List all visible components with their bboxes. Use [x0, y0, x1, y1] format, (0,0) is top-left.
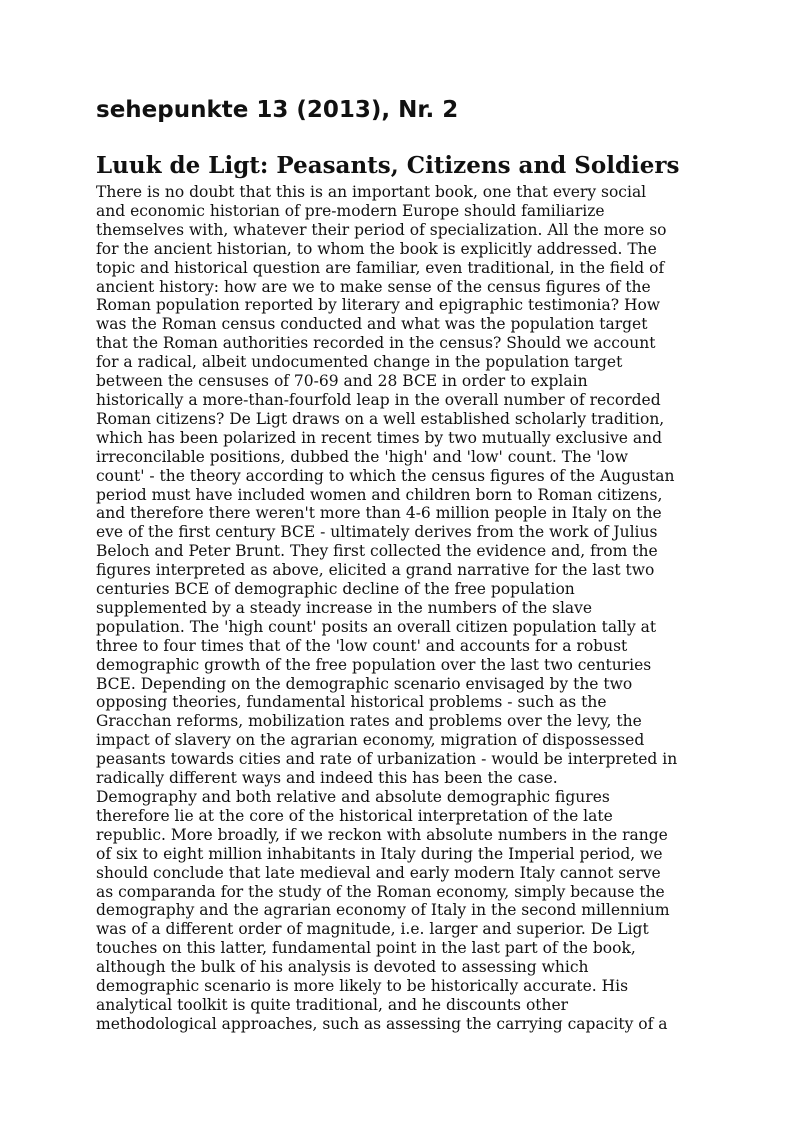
text-line: therefore lie at the core of the historical interpretation of the late	[96, 806, 613, 825]
text-line: which has been polarized in recent times by two mutually exclusive and	[96, 428, 663, 447]
text-line: demographic growth of the free population over the last two centuries	[96, 655, 652, 674]
text-line: population. The 'high count' posits an overall citizen population tally at	[96, 617, 657, 636]
text-line: period must have included women and children born to Roman citizens,	[96, 485, 663, 504]
text-line: for the ancient historian, to whom the book is explicitly addressed. The	[96, 239, 657, 258]
text-line: topic and historical question are familiar, even traditional, in the field of	[96, 258, 665, 277]
text-line: ancient history: how are we to make sense of the census figures of the	[96, 277, 651, 296]
review-title: Luuk de Ligt: Peasants, Citizens and Soldiers	[96, 152, 680, 179]
text-line: three to four times that of the 'low count' and accounts for a robust	[96, 636, 628, 655]
text-line: themselves with, whatever their period of specialization. All the more so	[96, 220, 667, 239]
text-line: was of a different order of magnitude, i.e. larger and superior. De Ligt	[96, 920, 649, 939]
text-line: BCE. Depending on the demographic scenario envisaged by the two	[96, 674, 633, 693]
text-line: touches on this latter, fundamental point in the last part of the book,	[96, 939, 636, 958]
text-line: analytical toolkit is quite traditional, and he discounts other	[96, 995, 569, 1014]
text-line: Roman population reported by literary and epigraphic testimonia? How	[96, 296, 661, 315]
body-text	[96, 183, 677, 1034]
text-line: radically different ways and indeed this has been the case.	[96, 769, 558, 788]
text-line: demography and the agrarian economy of Italy in the second millennium	[96, 901, 670, 920]
text-line: was the Roman census conducted and what was the population target	[96, 315, 648, 334]
text-line: for a radical, albeit undocumented change in the population target	[96, 353, 623, 372]
text-line: as comparanda for the study of the Roman economy, simply because the	[96, 882, 665, 901]
text-line: Roman citizens? De Ligt draws on a well established scholarly tradition,	[96, 409, 665, 428]
text-line: irreconcilable positions, dubbed the 'high' and 'low' count. The 'low	[96, 447, 628, 466]
text-line: between the censuses of 70-69 and 28 BCE in order to explain	[96, 372, 588, 391]
text-line: centuries BCE of demographic decline of the free population	[96, 580, 575, 599]
text-line: supplemented by a steady increase in the numbers of the slave	[96, 598, 593, 617]
text-line: eve of the first century BCE - ultimately derives from the work of Julius	[96, 523, 658, 542]
text-line: demographic scenario is more likely to be historically accurate. His	[96, 977, 629, 996]
text-line: should conclude that late medieval and early modern Italy cannot serve	[96, 863, 661, 882]
text-line: although the bulk of his analysis is devoted to assessing which	[96, 958, 589, 977]
text-line: opposing theories, fundamental historical problems - such as the	[96, 693, 607, 712]
text-line: Beloch and Peter Brunt. They first collected the evidence and, from the	[96, 542, 658, 561]
text-line: Demography and both relative and absolute demographic figures	[96, 788, 610, 806]
text-line: historically a more-than-fourfold leap in the overall number of recorded	[96, 390, 661, 409]
text-line: that the Roman authorities recorded in the census? Should we account	[96, 334, 656, 353]
text-line: count' - the theory according to which the census figures of the Augustan	[96, 466, 675, 485]
text-line: and therefore there weren't more than 4-6 million people in Italy on the	[96, 504, 662, 523]
text-line: republic. More broadly, if we reckon with absolute numbers in the range	[96, 825, 668, 844]
text-line: figures interpreted as above, elicited a grand narrative for the last two	[96, 561, 655, 580]
text-line: of six to eight million inhabitants in Italy during the Imperial period, we	[96, 844, 663, 863]
text-line: peasants towards cities and rate of urbanization - would be interpreted in	[96, 750, 678, 769]
journal-title: sehepunkte 13 (2013), Nr. 2	[96, 97, 459, 123]
text-line: Gracchan reforms, mobilization rates and problems over the levy, the	[96, 712, 642, 731]
text-line: methodological approaches, such as assessing the carrying capacity of a	[96, 1014, 668, 1033]
text-line: impact of slavery on the agrarian economy, migration of dispossessed	[96, 731, 645, 750]
text-line: There is no doubt that this is an important book, one that every social	[96, 183, 647, 201]
text-line: and economic historian of pre-modern Europe should familiarize	[96, 201, 605, 220]
